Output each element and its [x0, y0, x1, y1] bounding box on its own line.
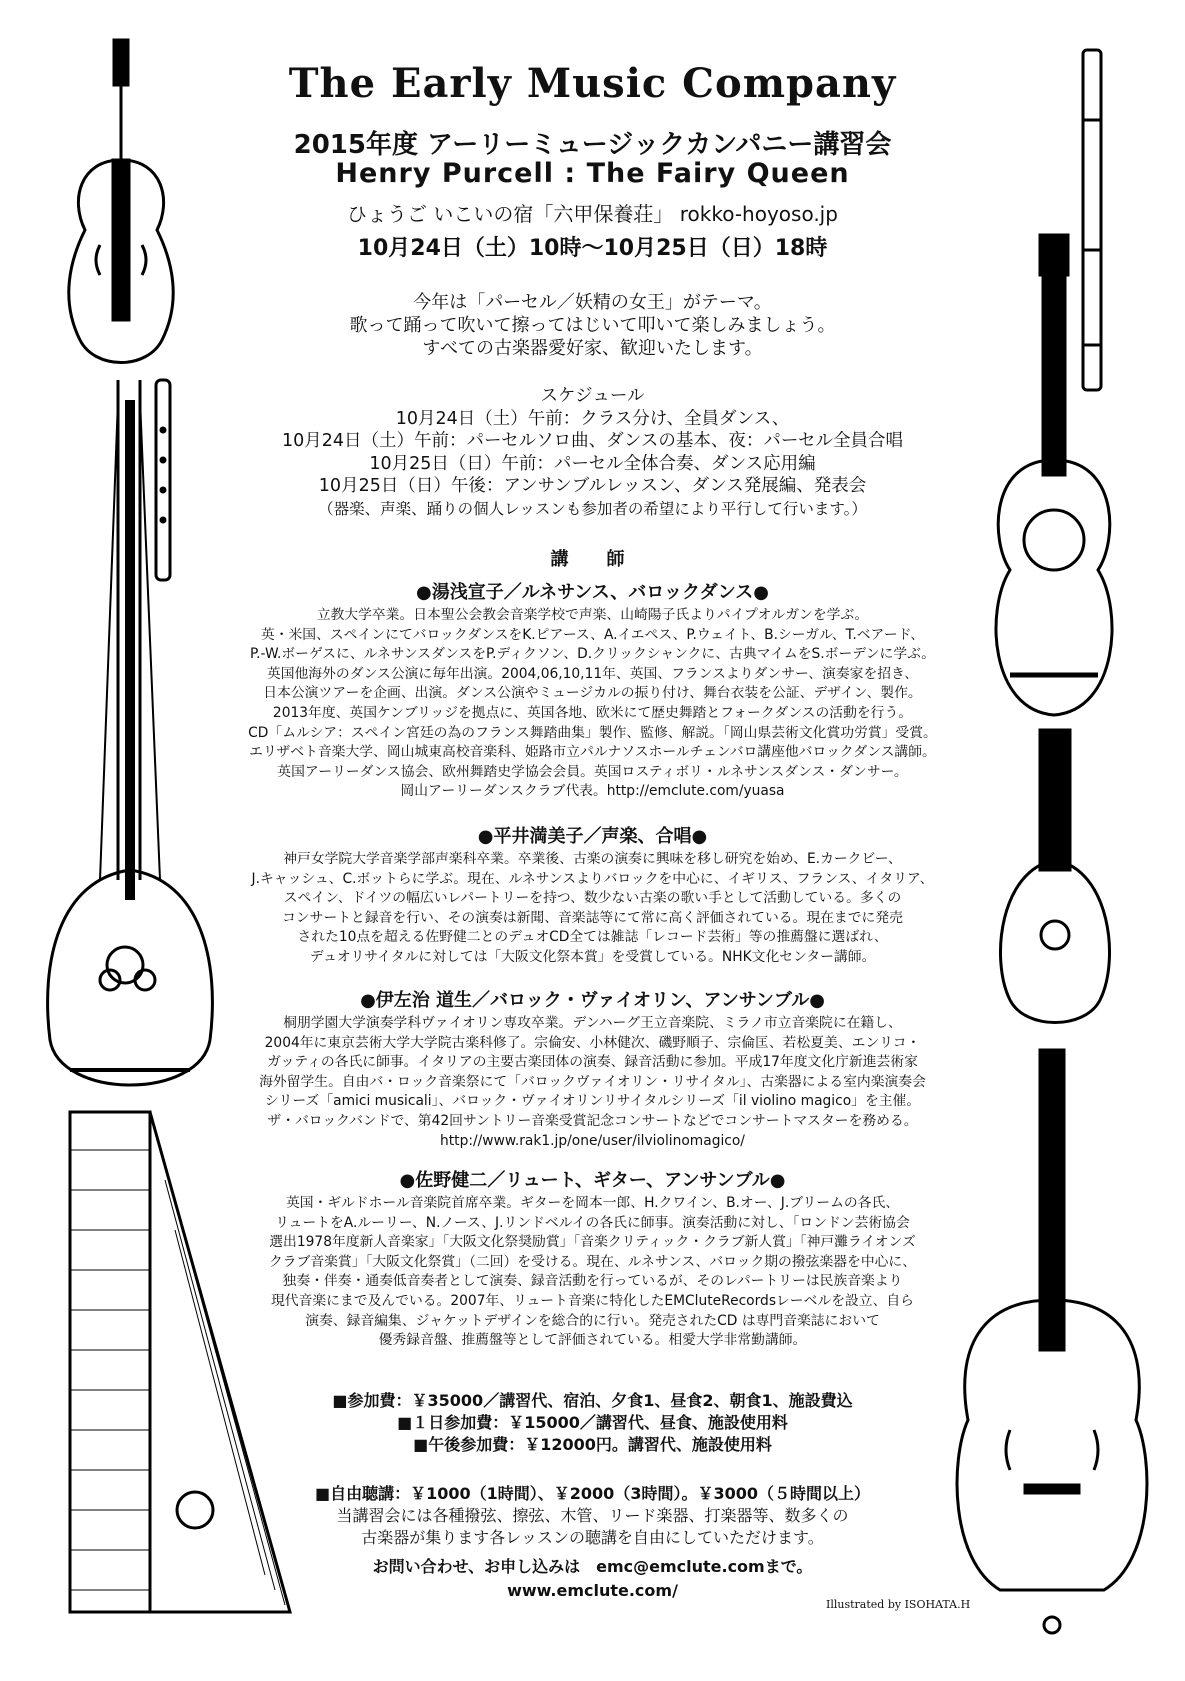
- theorbo-icon: [48, 380, 213, 1085]
- lecturer-bio-line: J.キャッシュ、C.ボットらに学ぶ。現在、ルネサンスよりバロックを中心に、イギリス、フランス、イタリア、: [251, 870, 934, 887]
- lecturer-bio-line: 2004年に東京芸術大学大学院古楽科修了。宗倫安、小林健次、磯野順子、宗倫匡、若松夏美、エンリコ・: [264, 1034, 921, 1051]
- lecturer-isaji: [195, 986, 990, 1151]
- fees: [200, 1390, 985, 1456]
- lecturer-bio-line: 英・米国、スペインにてバロックダンスをK.ピアース、A.イエペス、P.ウェイト、B.シーガル、T.ベアード、: [260, 626, 925, 643]
- lecturer-sano: [195, 1166, 990, 1351]
- schedule: [200, 385, 985, 520]
- lecturer-bio-line: シリーズ「amici musicali」、バロック・ヴァイオリンリサイタルシリーズ「il violino magico」を主催。: [264, 1093, 921, 1110]
- intro-line: すべての古楽器愛好家、歓迎いたします。: [422, 338, 763, 359]
- lecturer-bio-line: P.-W.ボーゲスに、ルネサンスダンスをP.ディクソン、D.クリックシャンクに、古典マイムをS.ボーデンに学ぶ。: [249, 646, 936, 663]
- lecturer-bio-line: 桐朋学園大学演奏学科ヴァイオリン専攻卒業。デンハーグ王立音楽院、ミラノ市立音楽院に在籍し、: [283, 1015, 902, 1031]
- lecturer-bio-line: 日本公演ツアーを企画、出演。ダンス公演やミュージカルの振り付け、舞台衣装を公証、デザイン、製作。: [263, 685, 922, 702]
- guitar-icon: [996, 235, 1112, 715]
- lecturer-bio-line: 英国アーリーダンス協会、欧州舞踏史学協会会員。英国ロスティボリ・ルネサンスダンス・ダンサー。: [277, 763, 908, 780]
- intro-line: 今年は「パーセル／妖精の女王」がテーマ。: [413, 292, 772, 313]
- lecturer-bio-line: エリザベト音楽大学、岡山城東高校音楽科、姫路市立パルナソスホールチェンバロ講座他バロックダンス講師。: [249, 744, 936, 761]
- lecturer-bio-line: 現代音楽にまで及んでいる。2007年、リュート音楽に特化したEMCluteRecordsレーベルを設立、自ら: [271, 1292, 914, 1309]
- lecturer-name: ●湯浅宣子／ルネサンス、バロックダンス●: [416, 582, 769, 603]
- lecturer-bio-line: 海外留学生。自由バ・ロック音楽祭にて「バロックヴァイオリン・リサイタル」、古楽器による室内楽演奏会: [259, 1073, 926, 1090]
- lecturer-bio-line: デュオリサイタルに対しては「大阪文化祭本賞」を受賞している。NHK文化センター講師。: [309, 948, 876, 965]
- lute-icon: [1000, 730, 1109, 1023]
- lecturer-bio-line: 立教大学卒業。日本聖公会教会音楽学校で声楽、山崎陽子氏よりパイプオルガンを学ぶ。: [316, 607, 869, 623]
- lecturers-heading: 講 師: [550, 549, 635, 570]
- schedule-item: 10月25日（日）午後：アンサンブルレッスン、ダンス発展編、発表会: [318, 476, 867, 496]
- contact: [200, 1555, 985, 1603]
- page-title: The Early Music Company: [288, 60, 897, 107]
- lecturer-bio-line: 選出1978年度新人音楽家」「大阪文化祭奨励賞」「音楽クリティック・クラブ新人賞」「神戸灘ライオンズ: [269, 1234, 916, 1251]
- free-listening-line: 当講習会には各種撥弦、擦弦、木管、リード楽器、打楽器等、数多くの: [336, 1506, 849, 1525]
- violin-icon: [69, 40, 173, 363]
- lecturer-bio-line: CD「ムルシア：スペイン宮廷の為のフランス舞踏曲集」製作、監修、解説。「岡山県芸術文化賞功労賞」受賞。: [248, 724, 937, 741]
- lecturer-name: ●平井満美子／声楽、合唱●: [477, 826, 708, 847]
- intro-text: [200, 291, 985, 360]
- event-dates: 10月24日（土）10時～10月25日（日）18時: [357, 236, 828, 261]
- lecturer-name: ●伊左治 道生／バロック・ヴァイオリン、アンサンブル●: [360, 990, 825, 1011]
- lecturer-bio-line: スペイン、ドイツの幅広いレパートリーを持つ、数少ない古楽の歌い手として活動している。多くの: [283, 890, 902, 907]
- lecturer-bio-line: ガッティの各氏に師事。イタリアの主要古楽団体の演奏、録音活動に参加。平成17年度文化庁新進芸術家: [267, 1054, 918, 1071]
- fee-line: ■１日参加費：￥15000／講習代、昼食、施設使用料: [397, 1413, 788, 1432]
- lecturer-bio-line: 独奏・伴奏・通奏低音奏者として演奏、録音活動を行っているが、そのレパートリーは民族音楽より: [282, 1273, 903, 1290]
- contact-email-line[interactable]: お問い合わせ、お申し込みは emc@emclute.comまで。: [372, 1557, 813, 1576]
- website-link[interactable]: www.emclute.com/: [507, 1581, 678, 1600]
- lecturer-bio-line: 演奏、録音編集、ジャケットデザインを総合的に行い。発売されたCD は専門音楽誌において: [305, 1312, 880, 1329]
- lecturer-bio-line: クラブ音楽賞」「大阪文化祭賞」（二回）を受ける。現在、ルネサンス、バロック期の撥弦楽器を中心に、: [268, 1253, 917, 1270]
- lecturer-bio-line: 優秀録音盤、推薦盤等として評価されている。相愛大学非常勤講師。: [378, 1332, 807, 1349]
- lecturer-name: ●佐野健二／リュート、ギター、アンサンブル●: [399, 1170, 786, 1191]
- schedule-heading: スケジュール: [540, 386, 645, 406]
- lecturer-bio-line: http://www.rak1.jp/one/user/ilviolinomagico/: [440, 1132, 745, 1149]
- schedule-item: 10月24日（土）午前：パーセルソロ曲、ダンスの基本、夜：パーセル全員合唱: [282, 431, 903, 451]
- lecturer-bio-line: 英国・ギルドホール音楽院首席卒業。ギターを岡本一郎、H.クワイン、B.オー、J.ブリームの各氏、: [285, 1195, 900, 1211]
- event-subtitle-jp: 2015年度 アーリーミュージックカンパニー講習会: [293, 130, 892, 160]
- lecturer-bio-line: 英国他海外のダンス公演に毎年出演。2004,06,10,11年、英国、フランスよりダンサー、演奏家を招き、: [266, 665, 919, 682]
- lecturer-bio-line: 神戸女学院大学音楽学部声楽科卒業。卒業後、古楽の演奏に興味を移し研究を始め、E.カークビー、: [283, 851, 902, 867]
- intro-line: 歌って踊って吹いて擦ってはじいて叩いて楽しみましょう。: [349, 315, 836, 336]
- venue: ひょうご いこいの宿「六甲保養荘」 rokko-hoyoso.jp: [347, 202, 838, 226]
- lecturer-yuasa: [195, 578, 990, 802]
- schedule-item: 10月25日（日）午前：パーセル全体合奏、ダンス応用編: [369, 453, 816, 474]
- lecturer-bio-line: された10点を超える佐野健二とのデュオCD全ては雑誌「レコード芸術」等の推薦盤に選ばれ、: [297, 929, 888, 946]
- free-listening: [200, 1483, 985, 1549]
- lecturer-bio-line: ザ・バロックバンドで、第42回サントリー音楽受賞記念コンサートなどでコンサートマスターを務める。: [267, 1112, 918, 1129]
- lecturer-bio-line: リュートをA.ルーリー、N.ノース、J.リンドベルイの各氏に師事。演奏活動に対し、「ロンドン芸術協会: [275, 1214, 910, 1231]
- schedule-item: 10月24日（土）午前：クラス分け、全員ダンス、: [395, 408, 790, 429]
- lecturer-bio-line: 2013年度、英国ケンブリッジを拠点に、英国各地、欧米にて歴史舞踏とフォークダンスの活動を行う。: [272, 704, 913, 721]
- event-subtitle-en: Henry Purcell : The Fairy Queen: [335, 158, 850, 189]
- free-listening-line: ■自由聴講：￥1000（1時間）、￥2000（3時間）。￥3000（５時間以上）: [315, 1484, 870, 1503]
- free-listening-line: 古楽器が集ります各レッスンの聴講を自由にしていただけます。: [361, 1528, 824, 1547]
- lecturer-bio-line: 岡山アーリーダンスクラブ代表。http://emclute.com/yuasa: [400, 783, 785, 800]
- lecturer-hirai: [195, 822, 990, 968]
- flute-icon: [1083, 50, 1101, 390]
- illustration-credit: Illustrated by ISOHATA.H: [826, 1598, 971, 1611]
- schedule-note: （器楽、声楽、踊りの個人レッスンも参加者の希望により平行して行います。）: [318, 499, 867, 518]
- fee-line: ■参加費：￥35000／講習代、宿泊、夕食1、昼食2、朝食1、施設費込: [332, 1391, 853, 1410]
- recorder-icon: [156, 380, 170, 580]
- fee-line: ■午後参加費：￥12000円。講習代、施設使用料: [413, 1435, 772, 1454]
- lecturer-bio-line: コンサートと録音を行い、その演奏は新聞、音楽誌等にて常に高く評価されている。現在までに発売: [282, 909, 903, 926]
